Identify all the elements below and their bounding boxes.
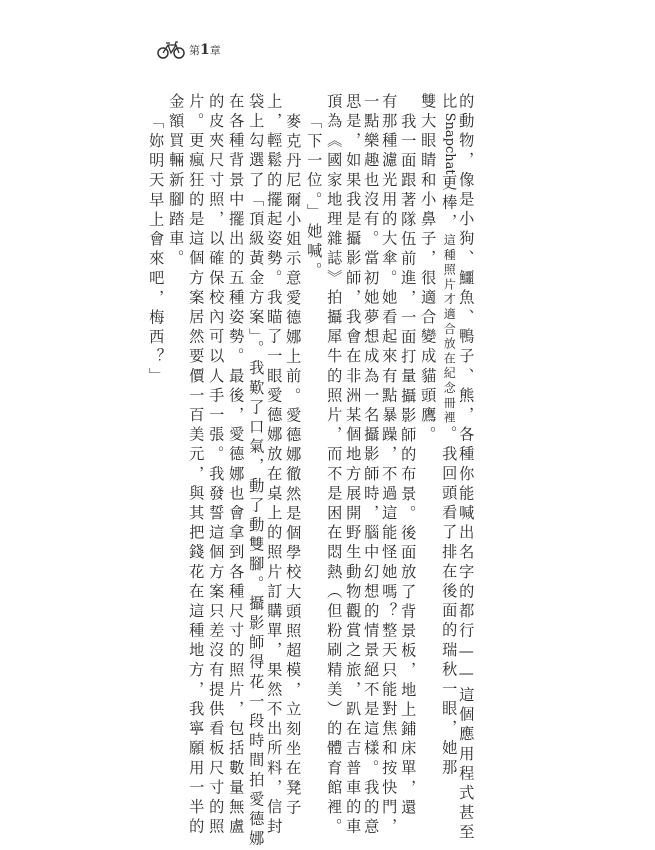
vertical-text-page bbox=[147, 93, 490, 850]
text-column: 袋上勾選了「頂級黃金方案」。我歎了口氣，動了動雙腳。攝影師得花一段時間拍愛德娜 bbox=[247, 93, 266, 850]
text-column: 「妳明天早上會來吧，梅西？」 bbox=[147, 112, 166, 387]
text-column: 麥克丹尼爾小姐示意愛德娜上前。愛德娜徹然是個學校大頭照超模，立刻坐在凳子 bbox=[284, 112, 303, 819]
text-column: 的動物，像是小狗、鱷魚、鴨子、熊，各種你能喊出名字的都行——這個應用程式甚至 bbox=[457, 93, 476, 844]
text-column: 片。更瘋狂的是這個方案居然要價一百美元，與其把錢花在這種地方，我寧願用一半的 bbox=[187, 93, 206, 838]
chapter-header bbox=[157, 41, 221, 59]
text-column: 金額買輛新腳踏車。 bbox=[167, 93, 186, 270]
bicycle-icon bbox=[157, 41, 185, 59]
text-column: 在各種背景中擺出的五種姿勢。最後，愛德娜也會拿到各種尺寸的照片，包括數量無盧 bbox=[227, 93, 246, 838]
text-column: 思是，如果我是攝影師，我會在非洲某個地方展開野生動物觀賞之旅，趴在吉普車的車 bbox=[344, 93, 363, 838]
text-column: 「下一位。」她喊。 bbox=[305, 112, 324, 282]
text-column: 比Snapchat更棒，這種照片才適合放在紀念冊裡。我回頭看了排在後面的瑞秋一眼，她那 bbox=[440, 93, 459, 779]
text-column: 上，輕鬆的擺起姿勢。我瞄了一眼愛德娜放在桌上的照片訂購單，果然不出所料，信封 bbox=[265, 93, 284, 838]
text-column: 一點樂趣也沒有。當初她夢想成為一名攝影師時，腦中幻想的情景絕不是這樣。我的意 bbox=[362, 93, 381, 838]
chapter-label: 第1章 bbox=[189, 42, 221, 58]
text-column: 頂為《國家地理雜誌》拍攝犀牛的照片，而不是困在悶熱（但粉刷精美）的體育館裡。 bbox=[325, 93, 344, 838]
text-column: 有那種濾光用的大傘。她看起來有點暴躁，不過這能怪她嗎？整天只能對焦和按快門， bbox=[380, 93, 399, 838]
text-column: 我一面跟著隊伍前進，一面打量攝影師的布景。後面放了背景板，地上鋪床單，還 bbox=[399, 112, 418, 819]
text-column: 雙大眼睛和小鼻子，很適合變成貓頭鷹。 bbox=[419, 93, 438, 446]
text-column: 的皮夾尺寸照，以確保校內可以人手一張。我發誓這個方案只差沒有提供看板尺寸的照 bbox=[207, 93, 226, 838]
